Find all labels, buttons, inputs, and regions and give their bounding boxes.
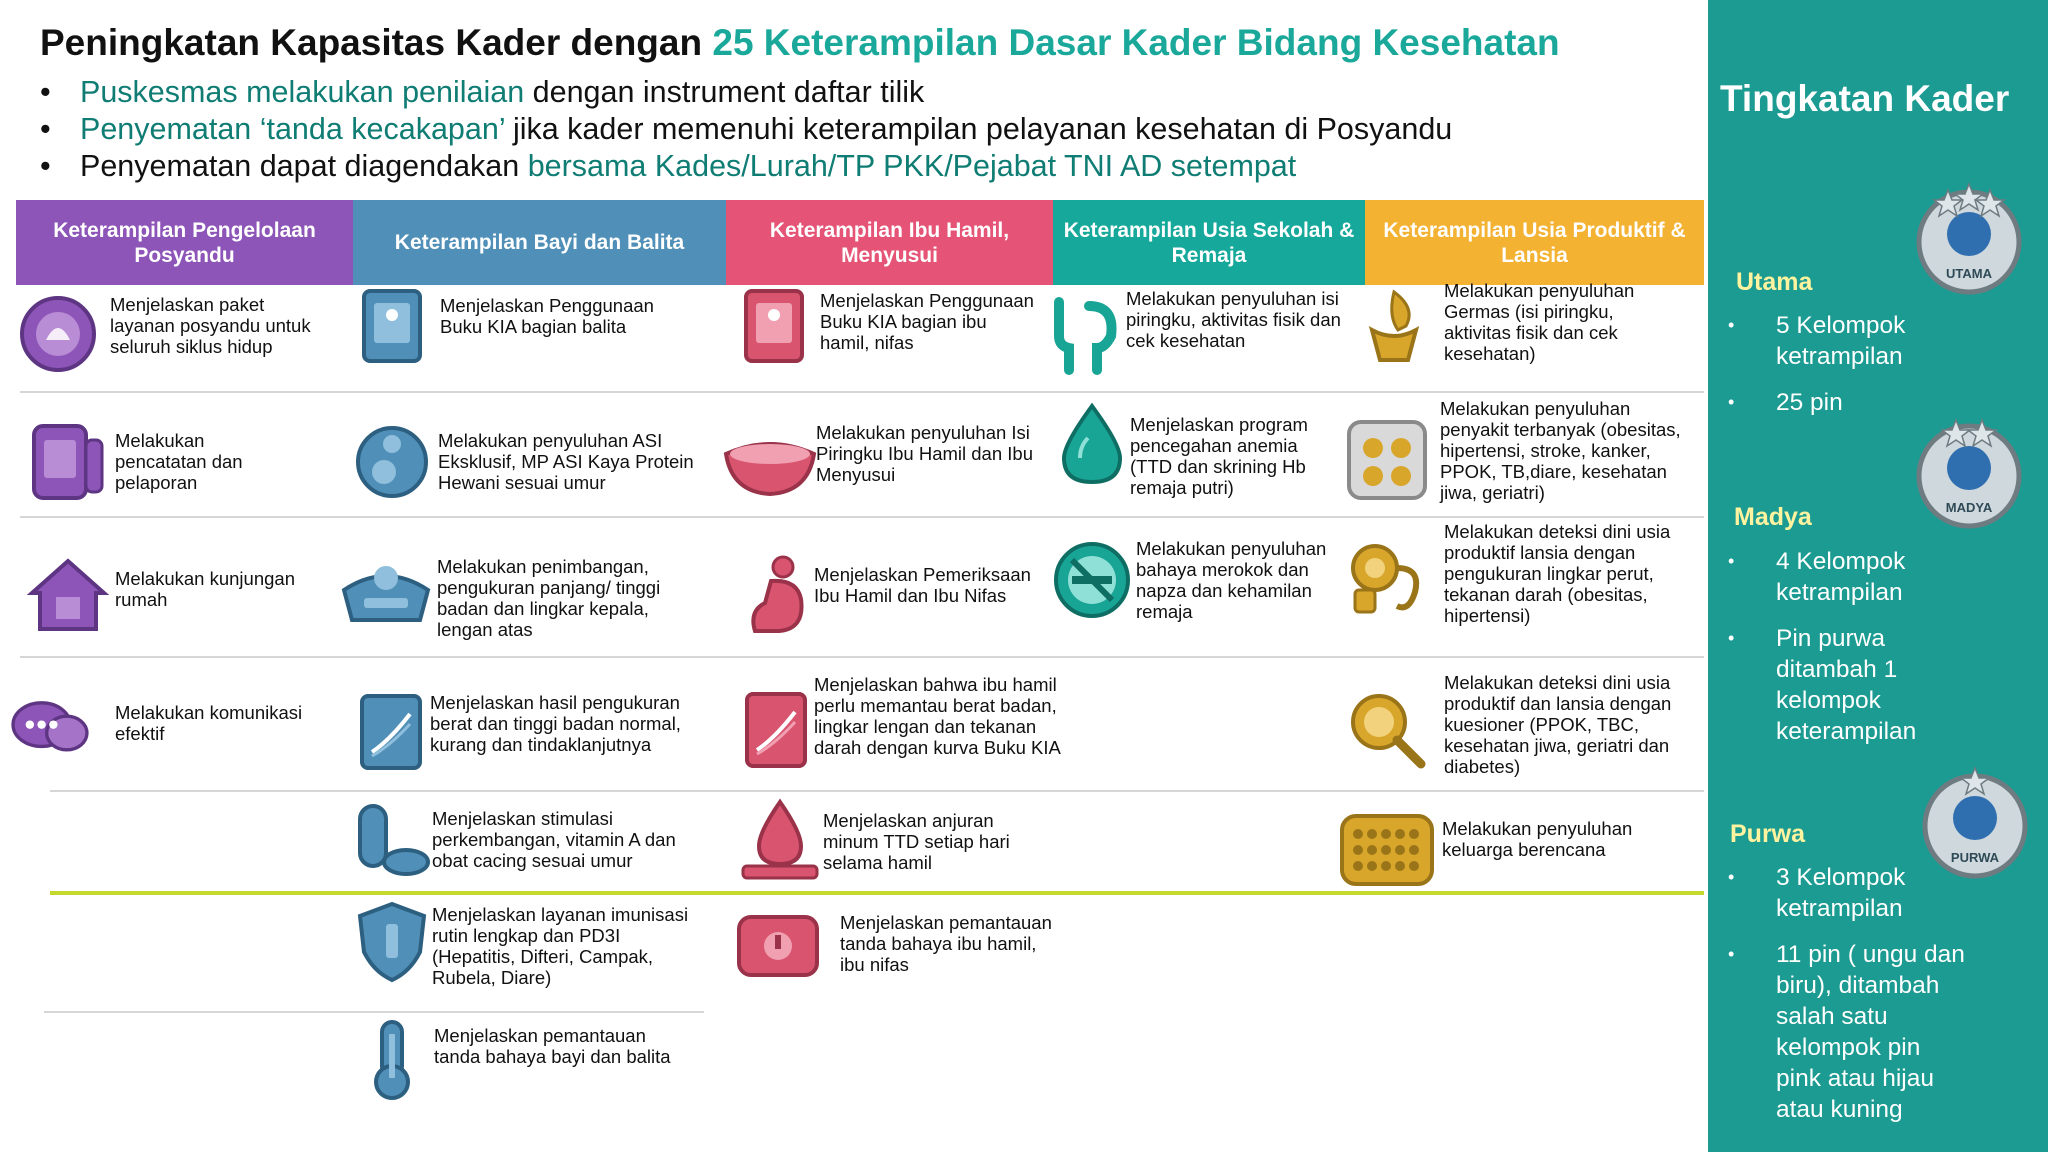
skill-text: Menjelaskan hasil pengukuran berat dan tinggi badan normal, kurang dan tindaklanjutnya [430, 692, 681, 755]
row-divider-highlight [50, 891, 1704, 895]
tier-list-purwa [1728, 862, 1968, 1140]
bullet-highlight: Penyematan ‘tanda kecakapan’ [80, 112, 505, 146]
home-visit-icon [26, 553, 110, 637]
bullet-highlight: bersama Kades/Lurah/TP PKK/Pejabat TNI AD setempat [527, 149, 1297, 183]
row-divider [20, 391, 1704, 393]
skill-text: Menjelaskan bahwa ibu hamil perlu memantau berat badan, lingkar lengan dan tekanan darah dengan kurva Buku KIA [814, 674, 1061, 758]
skill-text: Melakukan penyuluhan isi piringku, aktivitas fisik dan cek kesehatan [1126, 288, 1341, 351]
thermometer-icon [350, 1018, 434, 1102]
blood-drop-icon [1050, 402, 1134, 486]
blood-pressure-icon [1345, 536, 1429, 620]
skill-text: Melakukan penimbangan, pengukuran panjang/ tinggi badan dan lingkar kepala, lengan atas [437, 556, 661, 640]
cutlery-icon [1045, 292, 1129, 376]
skill-text: Melakukan penyuluhan bahaya merokok dan napza dan kehamilan remaja [1136, 538, 1327, 622]
row-divider [20, 516, 1704, 518]
tier-point: • 11 pin ( ungu dan biru), ditambah salah satu kelompok pin pink atau hijau atau kuning [1728, 939, 1968, 1125]
skill-text: Menjelaskan Penggunaan Buku KIA bagian balita [440, 295, 654, 337]
row-divider [44, 1011, 704, 1013]
tablet-report-icon [26, 420, 110, 504]
header-usia-produktif: Keterampilan Usia Produktif & Lansia [1365, 200, 1704, 285]
header-ibu-hamil: Keterampilan Ibu Hamil, Menyusui [726, 200, 1053, 285]
utama-badge-icon [1910, 178, 2028, 296]
tier-name-utama: Utama [1736, 268, 1813, 296]
chat-bubbles-icon [8, 686, 92, 770]
tier-list-madya [1728, 546, 1968, 762]
skill-text: Melakukan komunikasi efektif [115, 702, 303, 744]
badge-label: UTAMA [1946, 266, 1992, 281]
header-pengelolaan-posyandu: Keterampilan Pengelolaan Posyandu [16, 200, 353, 285]
skill-text: Menjelaskan program pencegahan anemia (TTD dan skrining Hb remaja putri) [1130, 414, 1308, 498]
bullet-highlight: Puskesmas melakukan penilaian [80, 75, 525, 109]
column-headers [16, 200, 1704, 285]
skill-text: Menjelaskan stimulasi perkembangan, vitamin A dan obat cacing sesuai umur [432, 808, 676, 871]
skill-text: Menjelaskan pemantauan tanda bahaya ibu hamil, ibu nifas [840, 912, 1052, 975]
tingkatan-kader-panel [1708, 0, 2048, 1152]
skill-text: Menjelaskan pemantauan tanda bahaya bayi dan balita [434, 1025, 671, 1067]
skill-text: Melakukan penyuluhan keluarga berencana [1442, 818, 1633, 860]
skill-text: Menjelaskan anjuran minum TTD setiap hari selama hamil [823, 810, 1010, 873]
growth-chart-icon [350, 690, 434, 774]
skill-text: Melakukan deteksi dini usia produktif lansia dengan pengukuran lingkar perut, tekanan darah (obesitas, hipertensi) [1444, 521, 1671, 626]
skill-text: Melakukan deteksi dini usia produktif dan lansia dengan kuesioner (PPOK, TBC, kesehatan jiwa, geriatri dan diabetes) [1444, 672, 1672, 777]
skill-text: Melakukan pencatatan dan pelaporan [115, 430, 243, 493]
germas-torch-icon [1352, 286, 1436, 370]
badge-label: MADYA [1945, 500, 1993, 515]
title-accent: 25 Keterampilan Dasar Kader Bidang Kesehatan [712, 22, 1560, 63]
tier-point: • 5 Kelompok ketrampilan [1728, 310, 1968, 372]
food-bowl-icon [720, 418, 820, 502]
bullet-text: jika kader memenuhi keterampilan pelayanan kesehatan di Posyandu [504, 112, 1453, 146]
kia-book-mother-icon [732, 285, 816, 369]
tier-point: • Pin purwa ditambah 1 kelompok keterampilan [1728, 623, 1968, 747]
skill-text: Menjelaskan paket layanan posyandu untuk seluruh siklus hidup [110, 294, 311, 357]
weight-curve-icon [735, 688, 819, 772]
badge-label: PURWA [1950, 850, 2000, 865]
bullet-item [40, 74, 1452, 111]
skill-text: Melakukan penyuluhan ASI Eksklusif, MP ASI Kaya Protein Hewani sesuai umur [438, 430, 694, 493]
no-smoking-icon [1050, 538, 1134, 622]
skill-text: Menjelaskan Penggunaan Buku KIA bagian ibu hamil, nifas [820, 290, 1034, 353]
immunization-shield-icon [350, 900, 434, 984]
row-divider [20, 656, 1704, 658]
capsule-medicine-icon [350, 800, 434, 884]
skill-text: Melakukan penyuluhan Isi Piringku Ibu Hamil dan Ibu Menyusui [816, 422, 1033, 485]
danger-sign-icon [733, 905, 823, 989]
row-divider [50, 790, 1704, 792]
bullet-text: Penyematan dapat diagendakan [80, 149, 528, 183]
tier-point: • 4 Kelompok ketrampilan [1728, 546, 1968, 608]
page-title [40, 22, 1560, 64]
tier-name-purwa: Purwa [1730, 820, 1806, 848]
skill-text: Menjelaskan Pemeriksaan Ibu Hamil dan Ibu Nifas [814, 564, 1031, 606]
blood-drop-tablet-icon [735, 798, 825, 882]
skill-text: Melakukan penyuluhan Germas (isi piringku, aktivitas fisik dan cek kesehatan) [1444, 280, 1635, 364]
skill-text: Melakukan kunjungan rumah [115, 568, 295, 610]
intro-bullets [40, 74, 1452, 185]
breastfeeding-icon [350, 418, 434, 502]
bullet-item [40, 148, 1452, 185]
kia-book-child-icon [350, 285, 434, 369]
magnifier-questionnaire-icon [1345, 688, 1429, 772]
posyandu-logo-icon [16, 292, 100, 376]
bullet-text: dengan instrument daftar tilik [524, 75, 925, 109]
bullet-item [40, 111, 1452, 148]
contraceptive-pill-icon [1338, 808, 1436, 892]
madya-badge-icon [1910, 412, 2028, 530]
pregnant-mother-icon [735, 553, 819, 637]
header-bayi-balita: Keterampilan Bayi dan Balita [353, 200, 726, 285]
tier-name-madya: Madya [1734, 503, 1812, 531]
disease-faces-icon [1345, 418, 1429, 502]
skill-text: Menjelaskan layanan imunisasi rutin lengkap dan PD3I (Hepatitis, Difteri, Campak, Rubela, Diare) [432, 904, 689, 988]
panel-title: Tingkatan Kader [1720, 78, 2010, 119]
tier-point: • 3 Kelompok ketrampilan [1728, 862, 1968, 924]
header-usia-sekolah: Keterampilan Usia Sekolah & Remaja [1053, 200, 1365, 285]
title-main: Peningkatan Kapasitas Kader dengan [40, 22, 703, 63]
baby-scale-icon [338, 550, 434, 634]
tier-point: • 25 pin [1728, 387, 1968, 418]
skill-text: Melakukan penyuluhan penyakit terbanyak (obesitas, hipertensi, stroke, kanker, PPOK, TB,diare, kesehatan jiwa, geriatri) [1440, 398, 1681, 503]
